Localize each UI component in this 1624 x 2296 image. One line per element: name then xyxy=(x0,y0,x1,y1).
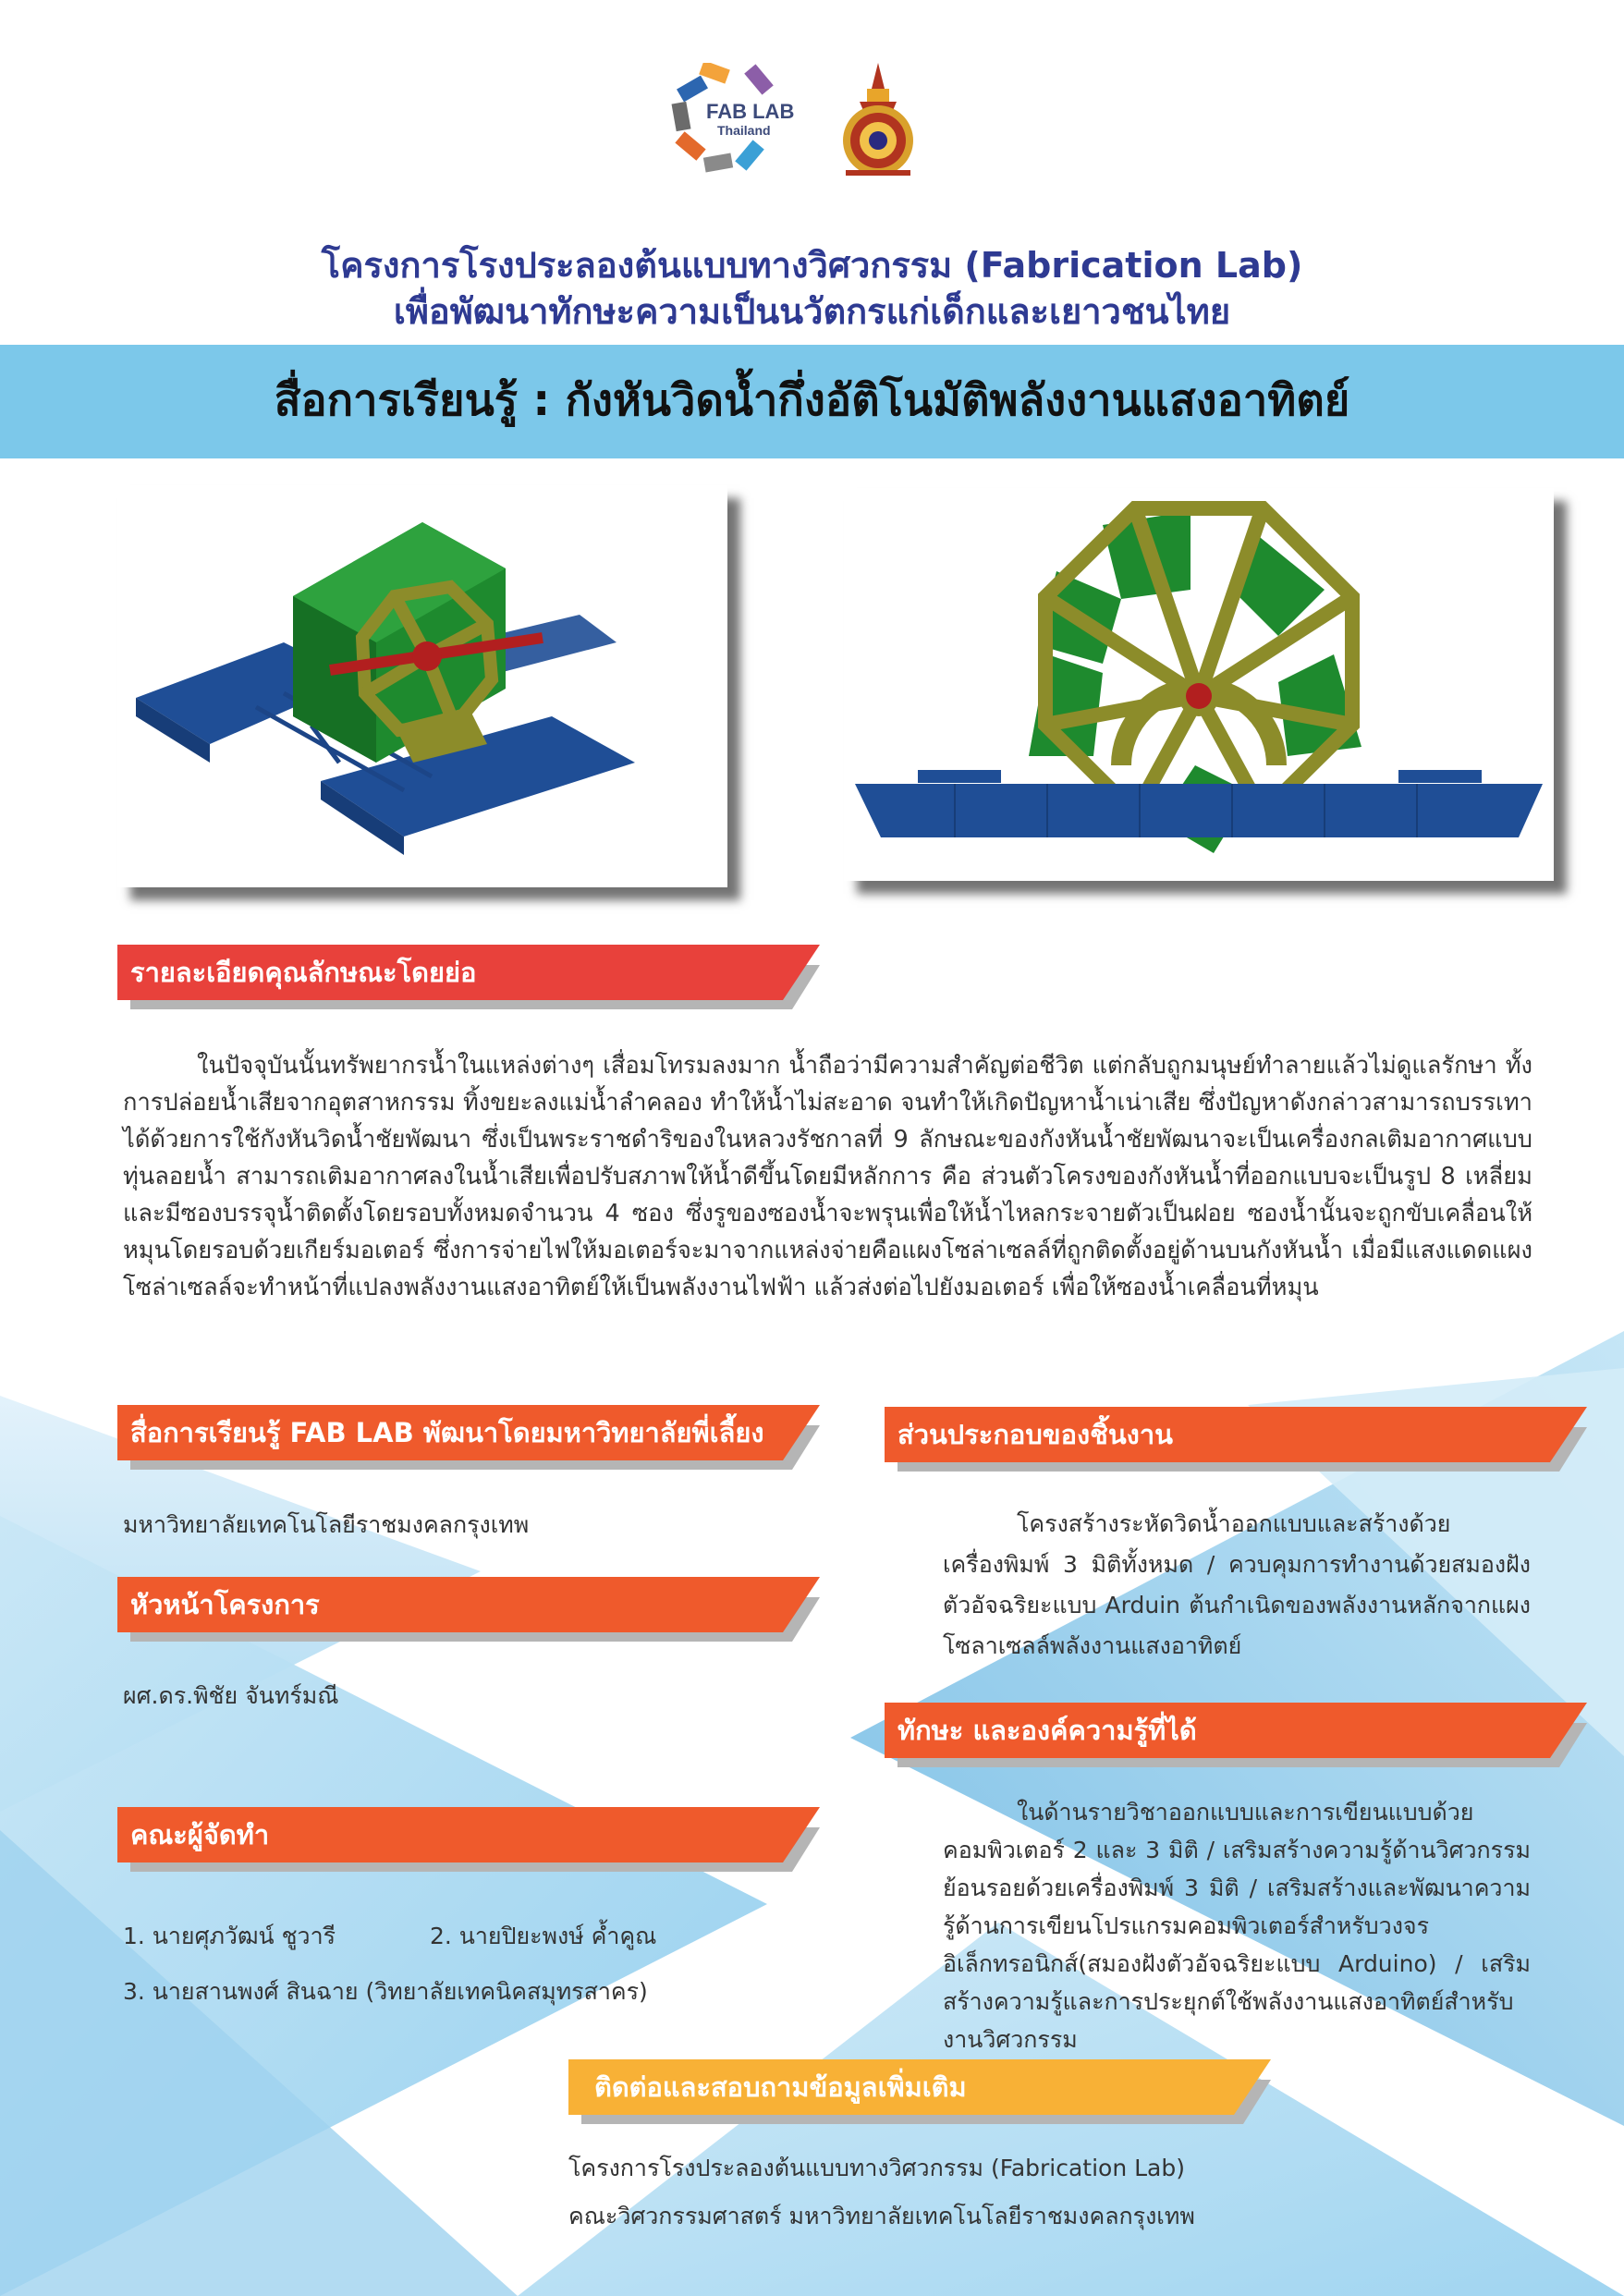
skills-paragraph xyxy=(943,1793,1531,2058)
fablab-logo-subtext: Thailand xyxy=(717,123,771,138)
components-text: โครงสร้างระหัดวิดน้ำออกแบบและสร้างด้วยเครื่องพิมพ์ 3 มิติทั้งหมด / ควบคุมการทำงานด้วยสมองฝังตัวอัจฉริยะแบบ Arduin ต้นกำเนิดของพลังงานหลักจากแผงโซลาเซลล์พลังงานแสงอาทิตย์ xyxy=(943,1510,1531,1659)
section-heading: คณะผู้จัดทำ xyxy=(130,1819,270,1850)
fablab-thailand-logo xyxy=(665,63,795,178)
isometric-render-image xyxy=(117,485,727,887)
section-header-contact xyxy=(568,2059,1271,2115)
section-heading: ส่วนประกอบของชิ้นงาน xyxy=(897,1419,1173,1450)
media-title: สื่อการเรียนรู้ : กังหันวิดน้ำกึ่งอัติโนมัติพลังงานแสงอาทิตย์ xyxy=(274,375,1350,426)
components-paragraph xyxy=(943,1504,1531,1667)
contact-line-1: โครงการโรงประลองต้นแบบทางวิศวกรรม (Fabrication Lab) xyxy=(568,2155,1186,2181)
section-heading: สื่อการเรียนรู้ FAB LAB พัฒนาโดยมหาวิทยาลัยพี่เลี้ยง xyxy=(130,1417,764,1448)
section-header-components xyxy=(885,1407,1587,1462)
project-title-line2: เพื่อพัฒนาทักษะความเป็นนวัตกรแก่เด็กและเยาวชนไทย xyxy=(393,291,1231,332)
contact-line-2: คณะวิศวกรรมศาสตร์ มหาวิทยาลัยเทคโนโลยีราชมงคลกรุงเทพ xyxy=(568,2203,1195,2229)
section-header-skills xyxy=(885,1703,1587,1758)
section-heading: ทักษะ และองค์ความรู้ที่ได้ xyxy=(897,1715,1197,1746)
university-seal-logo xyxy=(836,61,920,181)
section-heading: หัวหน้าโครงการ xyxy=(130,1589,320,1620)
mentor-university: มหาวิทยาลัยเทคโนโลยีราชมงคลกรุงเทพ xyxy=(123,1511,530,1538)
team-member-2: 2. นายปิยะพงษ์ ค้ำคูณ xyxy=(430,1923,657,1949)
section-header-mentor xyxy=(117,1405,820,1460)
skills-text: ในด้านรายวิชาออกแบบและการเขียนแบบด้วยคอมพิวเตอร์ 2 และ 3 มิติ / เสริมสร้างความรู้ด้านวิศวกรรมย้อนรอยด้วยเครื่องพิมพ์ 3 มิติ / เสริมสร้างและพัฒนาความรู้ด้านการเขียนโปรแกรมคอมพิวเตอร์สำหรับวงจรอิเล็กทรอนิกส์(สมองฝังตัวอัจฉริยะแบบ Arduino) / เสริมสร้างความรู้และการประยุกต์ใช้พลังงานแสงอาทิตย์สำหรับงานวิศวกรรม xyxy=(943,1799,1531,2053)
section-header-leader xyxy=(117,1577,820,1632)
seal-icon xyxy=(843,63,913,176)
team-member-1: 1. นายศุภวัฒน์ ชูวารี xyxy=(123,1923,336,1949)
project-leader-name: ผศ.ดร.พิชัย จันทร์มณี xyxy=(123,1682,339,1709)
team-member-3: 3. นายสานพงศ์ สินฉาย (วิทยาลัยเทคนิคสมุทรสาคร) xyxy=(123,1978,648,2005)
fablab-logo-text: FAB LAB xyxy=(706,100,795,123)
summary-text: ในปัจจุบันนั้นทรัพยากรน้ำในแหล่งต่างๆ เสื่อมโทรมลงมาก น้ำถือว่ามีความสำคัญต่อชีวิต แต่กลับถูกมนุษย์ทำลายแล้วไม่ดูแลรักษา ทั้งการปล่อยน้ำเสียจากอุตสาหกรรม ทิ้งขยะลงแม่น้ำลำคลอง ทำให้น้ำไม่สะอาด จนทำให้เกิดปัญหาน้ำเน่าเสีย ซึ่งปัญหาดังกล่าวสามารถบรรเทาได้ด้วยการใช้กังหันวิดน้ำชัยพัฒนา ซึ่งเป็นพระราชดำริของในหลวงรัชกาลที่ 9 ลักษณะของกังหันน้ำชัยพัฒนาจะเป็นเครื่องกลเติมอากาศแบบทุ่นลอยน้ำ สามารถเติมอากาศลงในน้ำเสียเพื่อปรับสภาพให้น้ำดีขึ้นโดยมีหลักการ คือ ส่วนตัวโครงของกังหันน้ำที่ออกแบบจะเป็นรูป 8 เหลี่ยม และมีซองบรรจุน้ำติดตั้งโดยรอบทั้งหมดจำนวน 4 ซอง ซึ่งรูของซองน้ำจะพรุนเพื่อให้น้ำไหลกระจายตัวเป็นฝอย ซองน้ำนั้นจะถูกขับเคลื่อนให้หมุนโดยรอบด้วยเกียร์มอเตอร์ ซึ่งการจ่ายไฟให้มอเตอร์จะมาจากแหล่งจ่ายคือแผงโซล่าเซลล์ที่ถูกติดตั้งอยู่ด้านบนกังหันน้ำ เมื่อมีแสงแดดแผงโซล่าเซลล์จะทำหน้าที่แปลงพลังงานแสงอาทิตย์ให้เป็นพลังงานไฟฟ้า แล้วส่งต่อไปยังมอเตอร์ เพื่อให้ซองน้ำเคลื่อนที่หมุน xyxy=(123,1052,1532,1301)
summary-paragraph xyxy=(123,1047,1532,1306)
section-heading: ติดต่อและสอบถามข้อมูลเพิ่มเติม xyxy=(594,2071,967,2103)
project-title-line1: โครงการโรงประลองต้นแบบทางวิศวกรรม (Fabrication Lab) xyxy=(321,245,1303,286)
section-header-team xyxy=(117,1807,820,1862)
front-view-render-image xyxy=(844,488,1554,881)
section-header-summary xyxy=(117,945,820,1000)
section-heading: รายละเอียดคุณลักษณะโดยย่อ xyxy=(130,957,477,988)
